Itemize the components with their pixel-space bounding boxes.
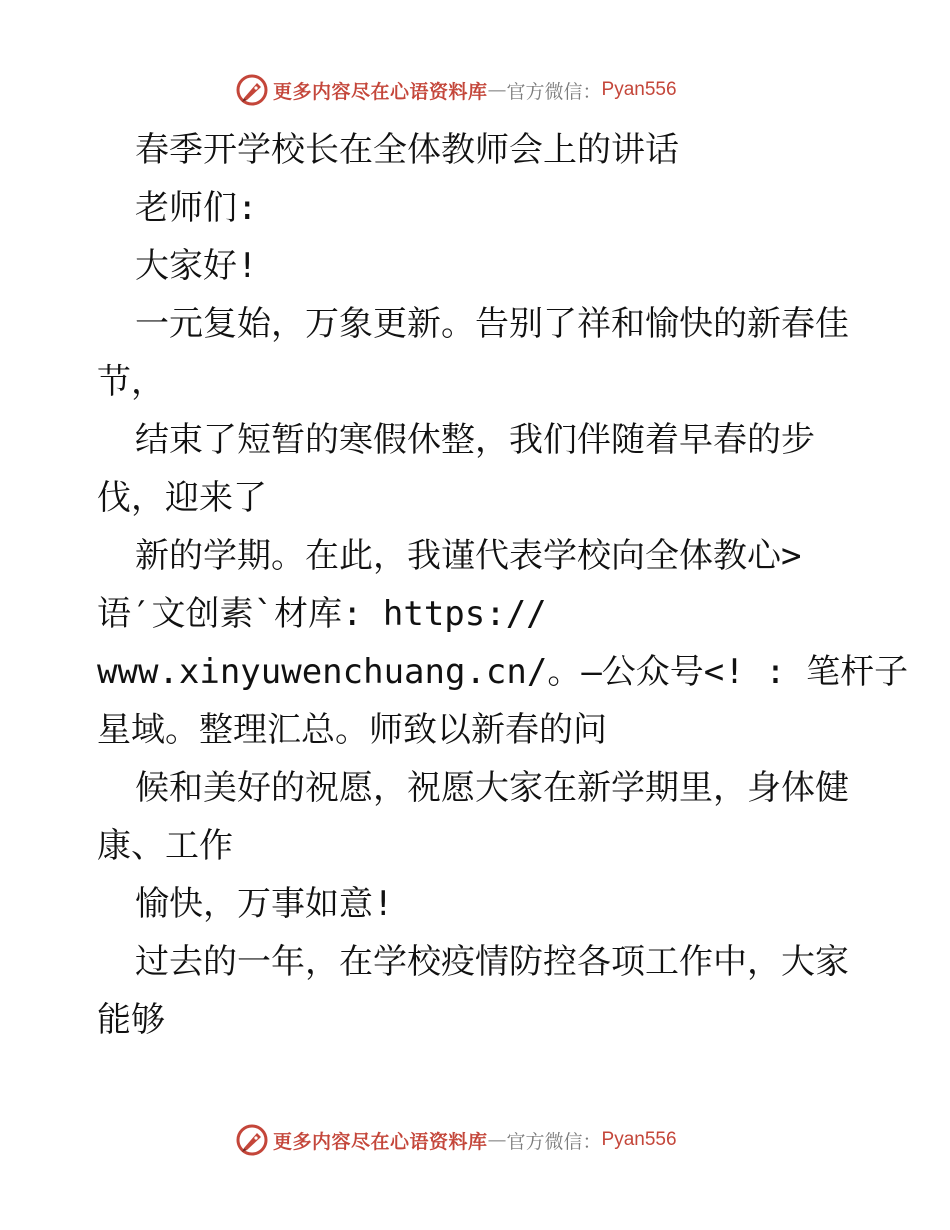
watermark-wechat-id: Pyan556: [601, 79, 677, 100]
text-line: 候和美好的祝愿，祝愿大家在新学期里，身体健: [135, 768, 849, 808]
watermark-dash: —: [487, 1129, 507, 1151]
text-line: 大家好!: [135, 246, 258, 286]
pen-nib-circle-icon: [235, 1123, 269, 1157]
text-line: 老师们:: [135, 188, 258, 228]
text-line: 星域。整理汇总。师致以新春的问: [97, 710, 607, 750]
watermark-brand: 更多内容尽在心语资料库: [273, 1130, 488, 1153]
text-line: 节，: [97, 362, 165, 402]
watermark-wechat-id: Pyan556: [601, 1129, 677, 1150]
footer-watermark: [235, 1122, 677, 1158]
document-body: [97, 121, 909, 1049]
text-line: 春季开学校长在全体教师会上的讲话: [135, 130, 679, 170]
text-line: 过去的一年，在学校疫情防控各项工作中，大家: [135, 942, 849, 982]
watermark-wechat-label: 官方微信：: [506, 1130, 602, 1153]
text-line: 新的学期。在此，我谨代表学校向全体教心>: [135, 536, 802, 576]
text-line: 康、工作: [97, 826, 233, 866]
header-watermark: [235, 72, 677, 108]
text-line: 一元复始，万象更新。告别了祥和愉快的新春佳: [135, 304, 849, 344]
text-line: 语′文创素`材库: https://: [97, 594, 547, 634]
pen-nib-circle-icon: [235, 73, 269, 107]
watermark-wechat-label: 官方微信：: [506, 80, 602, 103]
text-line: www.xinyuwenchuang.cn/。—公众号<! : 笔杆子: [97, 652, 909, 692]
text-line: 伐，迎来了: [97, 478, 267, 518]
text-line: 能够: [97, 1000, 165, 1040]
watermark-brand: 更多内容尽在心语资料库: [273, 80, 488, 103]
watermark-dash: —: [487, 79, 507, 101]
text-line: 结束了短暂的寒假休整，我们伴随着早春的步: [135, 420, 815, 460]
text-line: 愉快，万事如意!: [135, 884, 394, 924]
